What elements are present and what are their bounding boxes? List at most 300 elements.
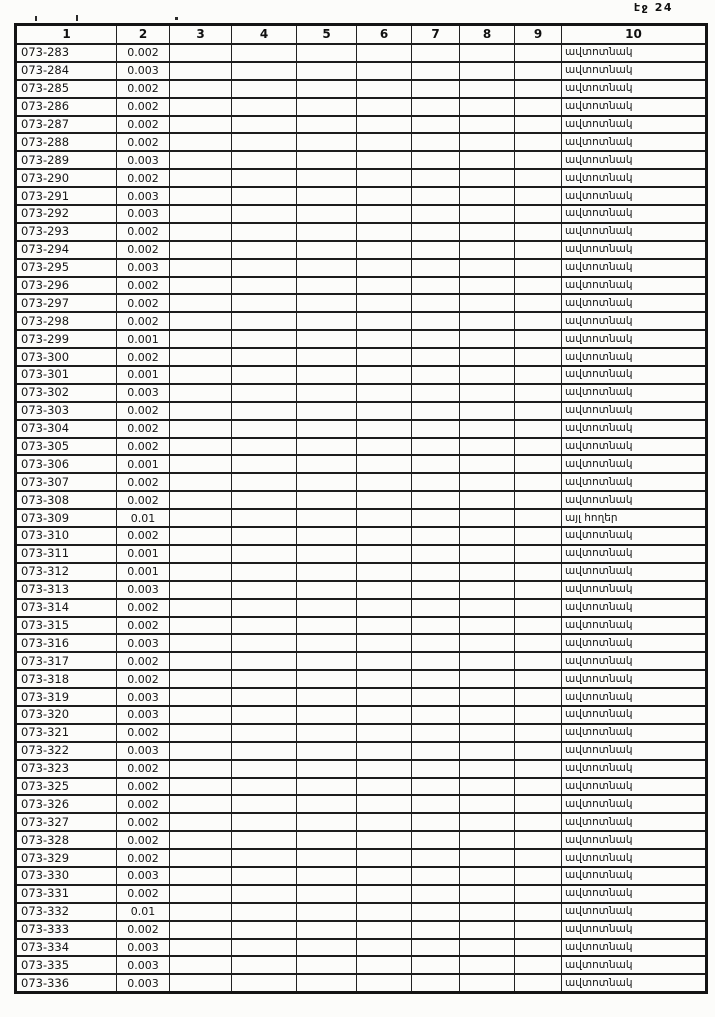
cell-empty bbox=[412, 62, 460, 80]
cell-empty bbox=[460, 330, 515, 348]
cell-empty bbox=[460, 384, 515, 402]
table-row bbox=[16, 312, 707, 330]
cell-empty bbox=[297, 706, 357, 724]
cell-empty bbox=[515, 527, 562, 545]
cell-empty bbox=[297, 795, 357, 813]
cell-empty bbox=[297, 778, 357, 796]
cell-empty bbox=[170, 509, 232, 527]
cell-empty bbox=[170, 617, 232, 635]
cell-area-value: 0.002 bbox=[117, 438, 170, 456]
cell-empty bbox=[297, 867, 357, 885]
cell-empty bbox=[460, 187, 515, 205]
cell-empty bbox=[170, 813, 232, 831]
cell-empty bbox=[412, 330, 460, 348]
cell-usage: ավտոտնակ bbox=[562, 241, 707, 259]
table-row bbox=[16, 903, 707, 921]
cell-area-value: 0.003 bbox=[117, 384, 170, 402]
cell-empty bbox=[460, 491, 515, 509]
cell-empty bbox=[297, 241, 357, 259]
table-row bbox=[16, 849, 707, 867]
table-row bbox=[16, 974, 707, 992]
cell-empty bbox=[412, 724, 460, 742]
cell-empty bbox=[412, 223, 460, 241]
cell-area-value: 0.002 bbox=[117, 795, 170, 813]
cell-empty bbox=[297, 330, 357, 348]
cell-parcel-id: 073-296 bbox=[16, 277, 117, 295]
cell-empty bbox=[412, 867, 460, 885]
cell-empty bbox=[232, 903, 297, 921]
cell-empty bbox=[170, 903, 232, 921]
cell-empty bbox=[170, 599, 232, 617]
table-row bbox=[16, 563, 707, 581]
cell-empty bbox=[515, 151, 562, 169]
cell-empty bbox=[460, 420, 515, 438]
cell-empty bbox=[460, 956, 515, 974]
cell-empty bbox=[357, 706, 412, 724]
cell-parcel-id: 073-288 bbox=[16, 133, 117, 151]
cell-empty bbox=[170, 670, 232, 688]
cell-parcel-id: 073-304 bbox=[16, 420, 117, 438]
cell-empty bbox=[357, 634, 412, 652]
cell-empty bbox=[460, 670, 515, 688]
cell-empty bbox=[515, 277, 562, 295]
cell-parcel-id: 073-329 bbox=[16, 849, 117, 867]
table-row bbox=[16, 795, 707, 813]
cell-empty bbox=[412, 277, 460, 295]
cell-empty bbox=[357, 581, 412, 599]
cell-area-value: 0.002 bbox=[117, 402, 170, 420]
cell-empty bbox=[357, 348, 412, 366]
table-row bbox=[16, 151, 707, 169]
cell-empty bbox=[297, 849, 357, 867]
cell-area-value: 0.002 bbox=[117, 133, 170, 151]
cell-empty bbox=[460, 44, 515, 62]
cell-empty bbox=[232, 849, 297, 867]
cell-empty bbox=[357, 509, 412, 527]
cell-empty bbox=[460, 849, 515, 867]
cell-empty bbox=[412, 366, 460, 384]
cell-usage: ավտոտնակ bbox=[562, 116, 707, 134]
cell-parcel-id: 073-312 bbox=[16, 563, 117, 581]
table-row bbox=[16, 688, 707, 706]
cell-empty bbox=[232, 169, 297, 187]
cell-parcel-id: 073-308 bbox=[16, 491, 117, 509]
cell-empty bbox=[357, 330, 412, 348]
cell-empty bbox=[460, 724, 515, 742]
cell-empty bbox=[357, 438, 412, 456]
cell-empty bbox=[460, 151, 515, 169]
table-row bbox=[16, 956, 707, 974]
cell-empty bbox=[232, 885, 297, 903]
cell-empty bbox=[412, 151, 460, 169]
cell-empty bbox=[232, 921, 297, 939]
cell-empty bbox=[357, 116, 412, 134]
cell-empty bbox=[170, 760, 232, 778]
cell-empty bbox=[170, 849, 232, 867]
scan-artifact bbox=[76, 15, 78, 21]
cell-area-value: 0.01 bbox=[117, 903, 170, 921]
cell-empty bbox=[460, 831, 515, 849]
cell-empty bbox=[232, 420, 297, 438]
table-row bbox=[16, 98, 707, 116]
cell-empty bbox=[460, 169, 515, 187]
cell-parcel-id: 073-320 bbox=[16, 706, 117, 724]
cell-empty bbox=[232, 348, 297, 366]
cell-empty bbox=[515, 849, 562, 867]
cell-empty bbox=[515, 241, 562, 259]
table-row bbox=[16, 939, 707, 957]
cell-empty bbox=[412, 795, 460, 813]
cell-area-value: 0.003 bbox=[117, 259, 170, 277]
cell-usage: ավտոտնակ bbox=[562, 742, 707, 760]
cell-usage: ավտոտնակ bbox=[562, 956, 707, 974]
table-row bbox=[16, 634, 707, 652]
cell-empty bbox=[170, 742, 232, 760]
cell-empty bbox=[232, 366, 297, 384]
table-row bbox=[16, 241, 707, 259]
cell-empty bbox=[412, 563, 460, 581]
cell-area-value: 0.002 bbox=[117, 617, 170, 635]
cell-usage: ավտոտնակ bbox=[562, 617, 707, 635]
cell-empty bbox=[357, 312, 412, 330]
cell-parcel-id: 073-315 bbox=[16, 617, 117, 635]
cell-empty bbox=[232, 974, 297, 992]
cell-empty bbox=[412, 402, 460, 420]
table-row bbox=[16, 778, 707, 796]
cell-empty bbox=[170, 652, 232, 670]
cell-usage: ավտոտնակ bbox=[562, 581, 707, 599]
cell-empty bbox=[357, 652, 412, 670]
cell-empty bbox=[297, 384, 357, 402]
cell-empty bbox=[232, 438, 297, 456]
cell-empty bbox=[297, 634, 357, 652]
table-row bbox=[16, 652, 707, 670]
cell-empty bbox=[170, 384, 232, 402]
cell-empty bbox=[460, 223, 515, 241]
cell-usage: ավտոտնակ bbox=[562, 366, 707, 384]
cell-usage: ավտոտնակ bbox=[562, 795, 707, 813]
cell-empty bbox=[170, 277, 232, 295]
cell-empty bbox=[297, 563, 357, 581]
cell-area-value: 0.003 bbox=[117, 187, 170, 205]
cell-parcel-id: 073-289 bbox=[16, 151, 117, 169]
table-row bbox=[16, 706, 707, 724]
cell-empty bbox=[170, 241, 232, 259]
table-row bbox=[16, 116, 707, 134]
cell-empty bbox=[170, 420, 232, 438]
cell-usage: ավտոտնակ bbox=[562, 420, 707, 438]
cell-empty bbox=[515, 617, 562, 635]
cell-empty bbox=[297, 974, 357, 992]
cell-empty bbox=[170, 402, 232, 420]
cell-empty bbox=[460, 294, 515, 312]
cell-empty bbox=[297, 169, 357, 187]
cell-empty bbox=[515, 223, 562, 241]
cell-parcel-id: 073-330 bbox=[16, 867, 117, 885]
cell-usage: ավտոտնակ bbox=[562, 831, 707, 849]
cell-empty bbox=[460, 402, 515, 420]
cell-empty bbox=[412, 903, 460, 921]
table-row bbox=[16, 455, 707, 473]
cell-usage: ավտոտնակ bbox=[562, 187, 707, 205]
cell-empty bbox=[412, 634, 460, 652]
cell-empty bbox=[515, 116, 562, 134]
cell-empty bbox=[515, 205, 562, 223]
cell-empty bbox=[232, 44, 297, 62]
cell-area-value: 0.002 bbox=[117, 294, 170, 312]
cell-empty bbox=[460, 277, 515, 295]
cell-empty bbox=[357, 831, 412, 849]
cell-empty bbox=[297, 509, 357, 527]
cell-empty bbox=[460, 259, 515, 277]
cell-empty bbox=[357, 921, 412, 939]
table-row bbox=[16, 438, 707, 456]
cell-usage: ավտոտնակ bbox=[562, 491, 707, 509]
cell-area-value: 0.001 bbox=[117, 545, 170, 563]
cell-empty bbox=[460, 455, 515, 473]
cell-empty bbox=[460, 312, 515, 330]
cell-empty bbox=[515, 348, 562, 366]
cell-empty bbox=[297, 438, 357, 456]
cell-empty bbox=[357, 62, 412, 80]
cell-empty bbox=[357, 867, 412, 885]
cell-parcel-id: 073-327 bbox=[16, 813, 117, 831]
table-row bbox=[16, 348, 707, 366]
cell-empty bbox=[515, 778, 562, 796]
cell-empty bbox=[460, 509, 515, 527]
cell-area-value: 0.003 bbox=[117, 939, 170, 957]
cell-empty bbox=[170, 867, 232, 885]
cell-empty bbox=[232, 795, 297, 813]
cell-parcel-id: 073-313 bbox=[16, 581, 117, 599]
cell-usage: ավտոտնակ bbox=[562, 652, 707, 670]
cell-area-value: 0.002 bbox=[117, 849, 170, 867]
cell-empty bbox=[515, 438, 562, 456]
cell-empty bbox=[515, 294, 562, 312]
cell-parcel-id: 073-326 bbox=[16, 795, 117, 813]
table-row bbox=[16, 599, 707, 617]
scan-artifact bbox=[35, 16, 37, 21]
cell-empty bbox=[460, 241, 515, 259]
cell-empty bbox=[232, 455, 297, 473]
cell-empty bbox=[170, 974, 232, 992]
cell-empty bbox=[460, 581, 515, 599]
cell-parcel-id: 073-334 bbox=[16, 939, 117, 957]
cell-empty bbox=[170, 205, 232, 223]
cell-empty bbox=[232, 294, 297, 312]
table-row bbox=[16, 294, 707, 312]
table-row bbox=[16, 581, 707, 599]
table-row bbox=[16, 760, 707, 778]
cell-empty bbox=[170, 706, 232, 724]
cell-empty bbox=[357, 133, 412, 151]
cell-empty bbox=[297, 921, 357, 939]
table-body bbox=[16, 44, 707, 993]
cell-empty bbox=[232, 151, 297, 169]
table-row bbox=[16, 187, 707, 205]
cell-empty bbox=[412, 617, 460, 635]
cell-parcel-id: 073-335 bbox=[16, 956, 117, 974]
cell-usage: ավտոտնակ bbox=[562, 133, 707, 151]
cell-usage: ավտոտնակ bbox=[562, 688, 707, 706]
cell-empty bbox=[297, 545, 357, 563]
cell-area-value: 0.002 bbox=[117, 44, 170, 62]
cell-parcel-id: 073-294 bbox=[16, 241, 117, 259]
cell-empty bbox=[412, 80, 460, 98]
cell-empty bbox=[232, 581, 297, 599]
cell-empty bbox=[170, 795, 232, 813]
cell-usage: ավտոտնակ bbox=[562, 527, 707, 545]
table-row bbox=[16, 259, 707, 277]
cell-empty bbox=[232, 599, 297, 617]
cell-area-value: 0.01 bbox=[117, 509, 170, 527]
cell-usage: ավտոտնակ bbox=[562, 169, 707, 187]
cell-area-value: 0.002 bbox=[117, 348, 170, 366]
cell-empty bbox=[170, 80, 232, 98]
cell-empty bbox=[357, 956, 412, 974]
cell-empty bbox=[297, 473, 357, 491]
cell-usage: ավտոտնակ bbox=[562, 348, 707, 366]
cell-empty bbox=[232, 688, 297, 706]
cell-empty bbox=[297, 116, 357, 134]
cell-empty bbox=[297, 688, 357, 706]
cell-empty bbox=[412, 420, 460, 438]
cell-empty bbox=[412, 491, 460, 509]
cell-empty bbox=[170, 778, 232, 796]
cell-empty bbox=[357, 294, 412, 312]
cell-empty bbox=[412, 921, 460, 939]
cell-empty bbox=[232, 742, 297, 760]
cell-area-value: 0.003 bbox=[117, 581, 170, 599]
cell-empty bbox=[515, 259, 562, 277]
cell-empty bbox=[412, 259, 460, 277]
cell-parcel-id: 073-336 bbox=[16, 974, 117, 992]
cell-area-value: 0.001 bbox=[117, 563, 170, 581]
cell-usage: ավտոտնակ bbox=[562, 813, 707, 831]
cell-empty bbox=[460, 688, 515, 706]
cell-usage: ավտոտնակ bbox=[562, 760, 707, 778]
cell-area-value: 0.003 bbox=[117, 62, 170, 80]
cell-empty bbox=[515, 455, 562, 473]
cell-usage: ավտոտնակ bbox=[562, 849, 707, 867]
cell-usage: ավտոտնակ bbox=[562, 205, 707, 223]
cell-empty bbox=[170, 438, 232, 456]
cell-empty bbox=[515, 903, 562, 921]
cell-empty bbox=[412, 509, 460, 527]
table-row bbox=[16, 724, 707, 742]
cell-empty bbox=[515, 366, 562, 384]
cell-usage: ավտոտնակ bbox=[562, 80, 707, 98]
cell-empty bbox=[515, 473, 562, 491]
table-row bbox=[16, 509, 707, 527]
cell-empty bbox=[357, 688, 412, 706]
cell-empty bbox=[412, 939, 460, 957]
cell-usage: ավտոտնակ bbox=[562, 921, 707, 939]
cell-parcel-id: 073-305 bbox=[16, 438, 117, 456]
cell-empty bbox=[297, 491, 357, 509]
cell-empty bbox=[232, 634, 297, 652]
cell-empty bbox=[412, 187, 460, 205]
cell-empty bbox=[297, 455, 357, 473]
cell-empty bbox=[232, 509, 297, 527]
cell-empty bbox=[297, 80, 357, 98]
cell-usage: ավտոտնակ bbox=[562, 563, 707, 581]
cell-empty bbox=[297, 670, 357, 688]
column-header: 2 bbox=[117, 25, 170, 45]
table-row bbox=[16, 205, 707, 223]
cell-empty bbox=[232, 80, 297, 98]
cell-usage: ավտոտնակ bbox=[562, 438, 707, 456]
cell-empty bbox=[515, 831, 562, 849]
cell-empty bbox=[515, 867, 562, 885]
cell-empty bbox=[357, 384, 412, 402]
column-header: 7 bbox=[412, 25, 460, 45]
cell-empty bbox=[232, 617, 297, 635]
cell-parcel-id: 073-299 bbox=[16, 330, 117, 348]
cell-area-value: 0.003 bbox=[117, 688, 170, 706]
cell-usage: ավտոտնակ bbox=[562, 402, 707, 420]
cell-usage: ավտոտնակ bbox=[562, 312, 707, 330]
cell-empty bbox=[232, 187, 297, 205]
cell-area-value: 0.002 bbox=[117, 599, 170, 617]
cell-usage: ավտոտնակ bbox=[562, 903, 707, 921]
cell-empty bbox=[357, 205, 412, 223]
cell-parcel-id: 073-321 bbox=[16, 724, 117, 742]
cell-empty bbox=[170, 223, 232, 241]
cell-parcel-id: 073-286 bbox=[16, 98, 117, 116]
cell-area-value: 0.001 bbox=[117, 366, 170, 384]
cell-empty bbox=[232, 706, 297, 724]
land-parcel-table bbox=[14, 23, 708, 994]
cell-usage: ավտոտնակ bbox=[562, 330, 707, 348]
cell-empty bbox=[460, 348, 515, 366]
cell-empty bbox=[412, 241, 460, 259]
cell-area-value: 0.002 bbox=[117, 473, 170, 491]
cell-empty bbox=[357, 545, 412, 563]
cell-empty bbox=[170, 294, 232, 312]
cell-empty bbox=[297, 402, 357, 420]
cell-parcel-id: 073-325 bbox=[16, 778, 117, 796]
cell-empty bbox=[412, 116, 460, 134]
cell-empty bbox=[232, 724, 297, 742]
cell-empty bbox=[412, 312, 460, 330]
cell-usage: ավտոտնակ bbox=[562, 599, 707, 617]
cell-empty bbox=[515, 133, 562, 151]
cell-empty bbox=[515, 509, 562, 527]
cell-empty bbox=[357, 151, 412, 169]
cell-empty bbox=[357, 599, 412, 617]
cell-usage: ավտոտնակ bbox=[562, 455, 707, 473]
cell-empty bbox=[357, 80, 412, 98]
cell-empty bbox=[297, 760, 357, 778]
cell-empty bbox=[232, 277, 297, 295]
cell-empty bbox=[515, 384, 562, 402]
cell-empty bbox=[232, 867, 297, 885]
cell-empty bbox=[412, 742, 460, 760]
cell-usage: ավտոտնակ bbox=[562, 473, 707, 491]
cell-empty bbox=[297, 581, 357, 599]
cell-parcel-id: 073-303 bbox=[16, 402, 117, 420]
cell-empty bbox=[412, 473, 460, 491]
cell-area-value: 0.002 bbox=[117, 80, 170, 98]
cell-usage: ավտոտնակ bbox=[562, 223, 707, 241]
cell-empty bbox=[170, 187, 232, 205]
cell-empty bbox=[357, 98, 412, 116]
table-row bbox=[16, 44, 707, 62]
cell-empty bbox=[460, 706, 515, 724]
cell-empty bbox=[412, 581, 460, 599]
cell-usage: ավտոտնակ bbox=[562, 44, 707, 62]
